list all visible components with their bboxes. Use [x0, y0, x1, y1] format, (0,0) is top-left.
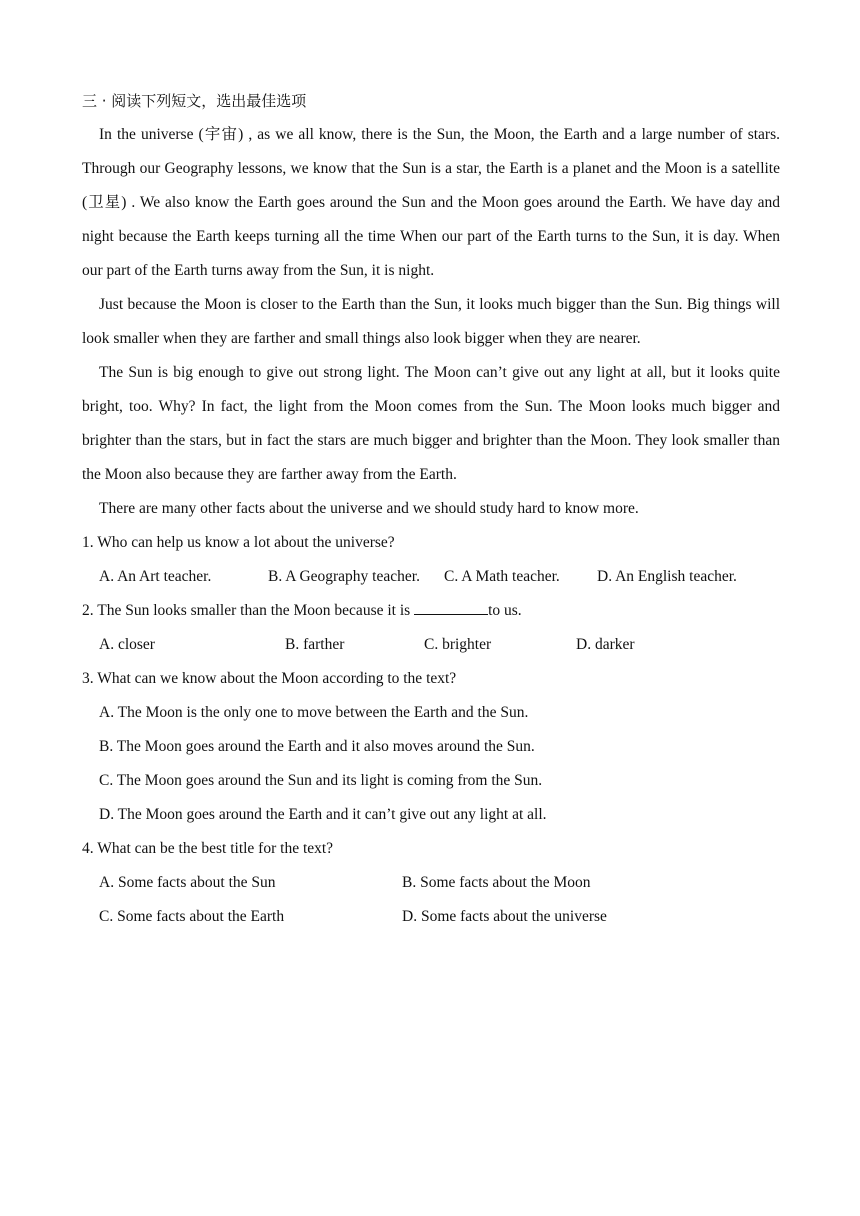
- question-2-stem-after: to us.: [488, 602, 522, 619]
- question-2-option-a: A. closer: [99, 636, 155, 653]
- section-heading: 三 · 阅读下列短文，选出最佳选项: [82, 92, 307, 110]
- question-2-option-b: B. farther: [285, 636, 345, 653]
- question-2-options: [82, 628, 780, 662]
- question-1-option-b: B. A Geography teacher.: [268, 568, 420, 585]
- question-3-stem: 3. What can we know about the Moon according to the text?: [82, 670, 457, 687]
- question-3-option-a: A. The Moon is the only one to move between the Earth and the Sun.: [99, 704, 529, 721]
- question-4-options-row-1: [82, 866, 780, 900]
- question-4-stem: 4. What can be the best title for the text?: [82, 840, 334, 857]
- question-1-option-d: D. An English teacher.: [597, 568, 737, 585]
- question-1-options: [82, 560, 780, 594]
- question-3-option-d: D. The Moon goes around the Earth and it can’t give out any light at all.: [99, 806, 547, 823]
- question-4-option-b: B. Some facts about the Moon: [402, 874, 591, 891]
- question-4-options-row-2: [82, 900, 780, 934]
- question-2-stem: [82, 594, 780, 628]
- question-1-option-a: A. An Art teacher.: [99, 568, 212, 585]
- question-4-option-d: D. Some facts about the universe: [402, 908, 607, 925]
- question-2-option-d: D. darker: [576, 636, 635, 653]
- question-2-blank: [414, 598, 488, 615]
- question-1-option-c: C. A Math teacher.: [444, 568, 560, 585]
- question-4-option-c: C. Some facts about the Earth: [99, 908, 285, 925]
- worksheet-page: [82, 84, 780, 934]
- question-4-option-a: A. Some facts about the Sun: [99, 874, 276, 891]
- passage-paragraph-1: In the universe (宇宙) , as we all know, there is the Sun, the Moon, the Earth and a large number of stars. Through our Geography lessons, we know that the Sun is a star, the Earth is a planet and the Moon is a satellite (卫星) . We also know the Earth goes around the Sun and the Moon goes around the Earth. We have day and night because the Earth keeps turning all the time When our part of the Earth turns to the Sun, it is day. When our part of the Earth turns away from the Sun, it is night.: [82, 126, 780, 279]
- question-2-option-c: C. brighter: [424, 636, 492, 653]
- question-3-option-b: B. The Moon goes around the Earth and it also moves around the Sun.: [99, 738, 535, 755]
- passage-paragraph-4: There are many other facts about the universe and we should study hard to know more.: [99, 500, 639, 517]
- passage-paragraph-3: The Sun is big enough to give out strong light. The Moon can’t give out any light at all, but it looks quite bright, too. Why? In fact, the light from the Moon comes from the Sun. The Moon looks much bigger and brighter than the stars, but in fact the stars are much bigger and brighter than the Moon. They look smaller than the Moon also because they are farther away from the Earth.: [82, 364, 780, 483]
- question-3-option-c: C. The Moon goes around the Sun and its light is coming from the Sun.: [99, 772, 543, 789]
- question-2-stem-before: 2. The Sun looks smaller than the Moon because it is: [82, 602, 415, 619]
- question-1-stem: 1. Who can help us know a lot about the universe?: [82, 534, 395, 551]
- passage-paragraph-2: Just because the Moon is closer to the Earth than the Sun, it looks much bigger than the Sun. Big things will look smaller when they are farther and small things also look bigger when they are nearer.: [82, 296, 780, 347]
